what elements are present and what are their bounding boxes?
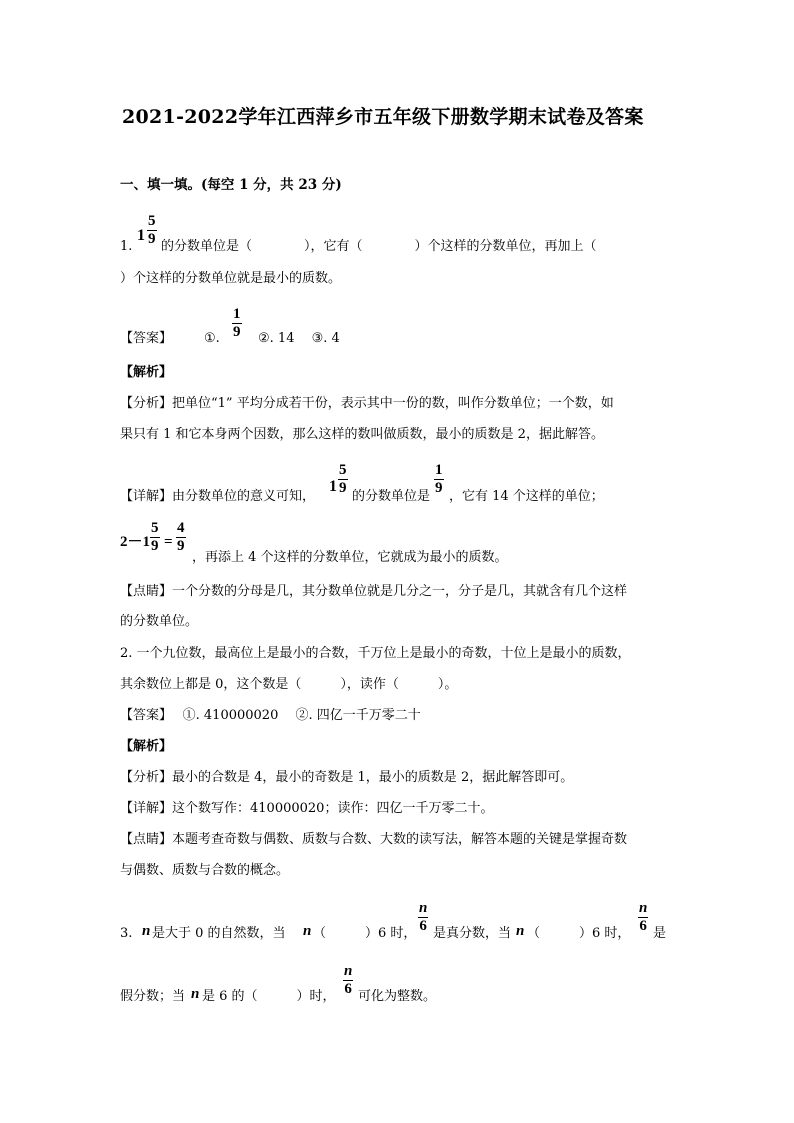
- q1-equation-lhs: 2－1: [120, 534, 151, 550]
- q1-xj-unit-denominator: 9: [435, 480, 443, 496]
- q1-answer-fraction-denominator: 9: [233, 324, 241, 340]
- page-title: 2021-2022学年江西萍乡市五年级下册数学期末试卷及答案: [122, 106, 644, 128]
- q3-fraction-numerator: n: [419, 900, 428, 916]
- q1-fraction-denominator: 9: [148, 231, 156, 247]
- q1-xiangjie-mid: 的分数单位是: [352, 489, 431, 504]
- section-heading: 一、填一填。(每空 1 分，共 23 分): [120, 177, 342, 193]
- q1-equation-numerator: 5: [151, 520, 159, 536]
- q3-fraction-n-over-6: [343, 964, 353, 997]
- q3-variable-n: n: [191, 986, 200, 1002]
- q3-text-2: （ ）6 时，: [313, 926, 417, 941]
- q3-fraction-numerator: n: [639, 900, 648, 916]
- q2-line1: 2. 一个九位数，最高位上是最小的合数，千万位上是最小的奇数，十位上是最小的质数，: [120, 646, 631, 661]
- q2-dianjing-line2: 与偶数、质数与合数的概念。: [120, 863, 290, 878]
- q1-equation-result-denominator: 9: [177, 538, 185, 554]
- q1-equation-fraction: [150, 521, 160, 554]
- q1-fraction-numerator: 5: [148, 213, 156, 229]
- q1-jiexi: 【解析】: [120, 365, 173, 380]
- q3-fraction-numerator: n: [344, 963, 353, 979]
- q1-answer-label: 【答案】: [120, 331, 173, 346]
- q3-text-5: 是: [653, 926, 667, 941]
- q3-fraction-denominator: 6: [419, 918, 427, 934]
- q1-equation-equals: =: [164, 534, 173, 550]
- q1-equation-denominator: 9: [151, 538, 159, 554]
- q1-mixed-whole: 1: [137, 227, 145, 244]
- q1-equation-text: ，再添上 4 个这样的分数单位，它就成为最小的质数。: [192, 550, 508, 565]
- q3-line2-c: 可化为整数。: [358, 989, 437, 1004]
- q1-xj-whole: 1: [329, 478, 337, 495]
- q1-text-line1: 的分数单位是（ ），它有（ ）个这样的分数单位，再加上（: [161, 239, 597, 254]
- q1-fraction: [147, 214, 157, 247]
- q2-line2: 其余数位上都是 0，这个数是（ ），读作（ ）。: [120, 677, 458, 692]
- q1-dianjing-line2: 的分数单位。: [120, 614, 199, 629]
- q3-fraction-denominator: 6: [344, 981, 352, 997]
- q2-jiexi: 【解析】: [120, 739, 173, 754]
- q1-answer-fraction-numerator: 1: [233, 306, 241, 322]
- q3-text-1: 是大于 0 的自然数，当: [152, 926, 286, 941]
- q3-fraction-n-over-6: [418, 901, 428, 934]
- q3-variable-n: n: [516, 923, 525, 939]
- q2-fenxi: 【分析】最小的合数是 4，最小的奇数是 1，最小的质数是 2，据此解答即可。: [120, 770, 574, 785]
- q1-answer-a1: ①.: [204, 331, 220, 346]
- q2-xiangjie: 【详解】这个数写作：410000020；读作：四亿一千万零二十。: [120, 801, 494, 816]
- q3-text-4: （ ）6 时，: [527, 926, 631, 941]
- q3-text-3: 是真分数，当: [433, 926, 512, 941]
- q1-xj-unit-fraction: [434, 463, 444, 496]
- q3-number: 3.: [120, 926, 133, 941]
- q1-xj-fraction: [338, 463, 348, 496]
- q1-equation-result-numerator: 4: [177, 520, 185, 536]
- q1-xj-unit-numerator: 1: [435, 462, 443, 478]
- q2-dianjing-line1: 【点睛】本题考查奇数与偶数、质数与合数、大数的读写法，解答本题的关键是掌握奇数: [120, 832, 628, 847]
- q1-xiangjie-end: ，它有 14 个这样的单位；: [449, 489, 604, 504]
- q1-answer-fraction: [232, 307, 242, 340]
- q3-fraction-denominator: 6: [639, 918, 647, 934]
- q3-variable-n: n: [142, 923, 151, 939]
- q1-equation-result: [176, 521, 186, 554]
- q1-fenxi-line1: 【分析】把单位“1” 平均分成若干份，表示其中一份的数，叫作分数单位；一个数，如: [120, 396, 614, 411]
- q3-variable-n: n: [303, 923, 312, 939]
- q1-answer-rest: ②. 14 ③. 4: [258, 331, 340, 346]
- q3-line2-a: 假分数；当: [120, 989, 186, 1004]
- q2-answer: 【答案】 ①. 410000020 ②. 四亿一千万零二十: [120, 708, 421, 723]
- q1-xj-fraction-numerator: 5: [339, 462, 347, 478]
- q1-dianjing-line1: 【点睛】一个分数的分母是几，其分数单位就是几分之一，分子是几，其就含有几个这样: [120, 584, 628, 599]
- q1-number: 1.: [120, 239, 133, 254]
- q1-text-line2: ）个这样的分数单位就是最小的质数。: [120, 271, 342, 286]
- q1-xj-fraction-denominator: 9: [339, 480, 347, 496]
- q1-xiangjie-prefix: 【详解】由分数单位的意义可知，: [120, 489, 316, 504]
- q3-fraction-n-over-6: [638, 901, 648, 934]
- q3-line2-b: 是 6 的（ ）时，: [202, 989, 336, 1004]
- q1-fenxi-line2: 果只有 1 和它本身两个因数，那么这样的数叫做质数，最小的质数是 2，据此解答。: [120, 427, 604, 442]
